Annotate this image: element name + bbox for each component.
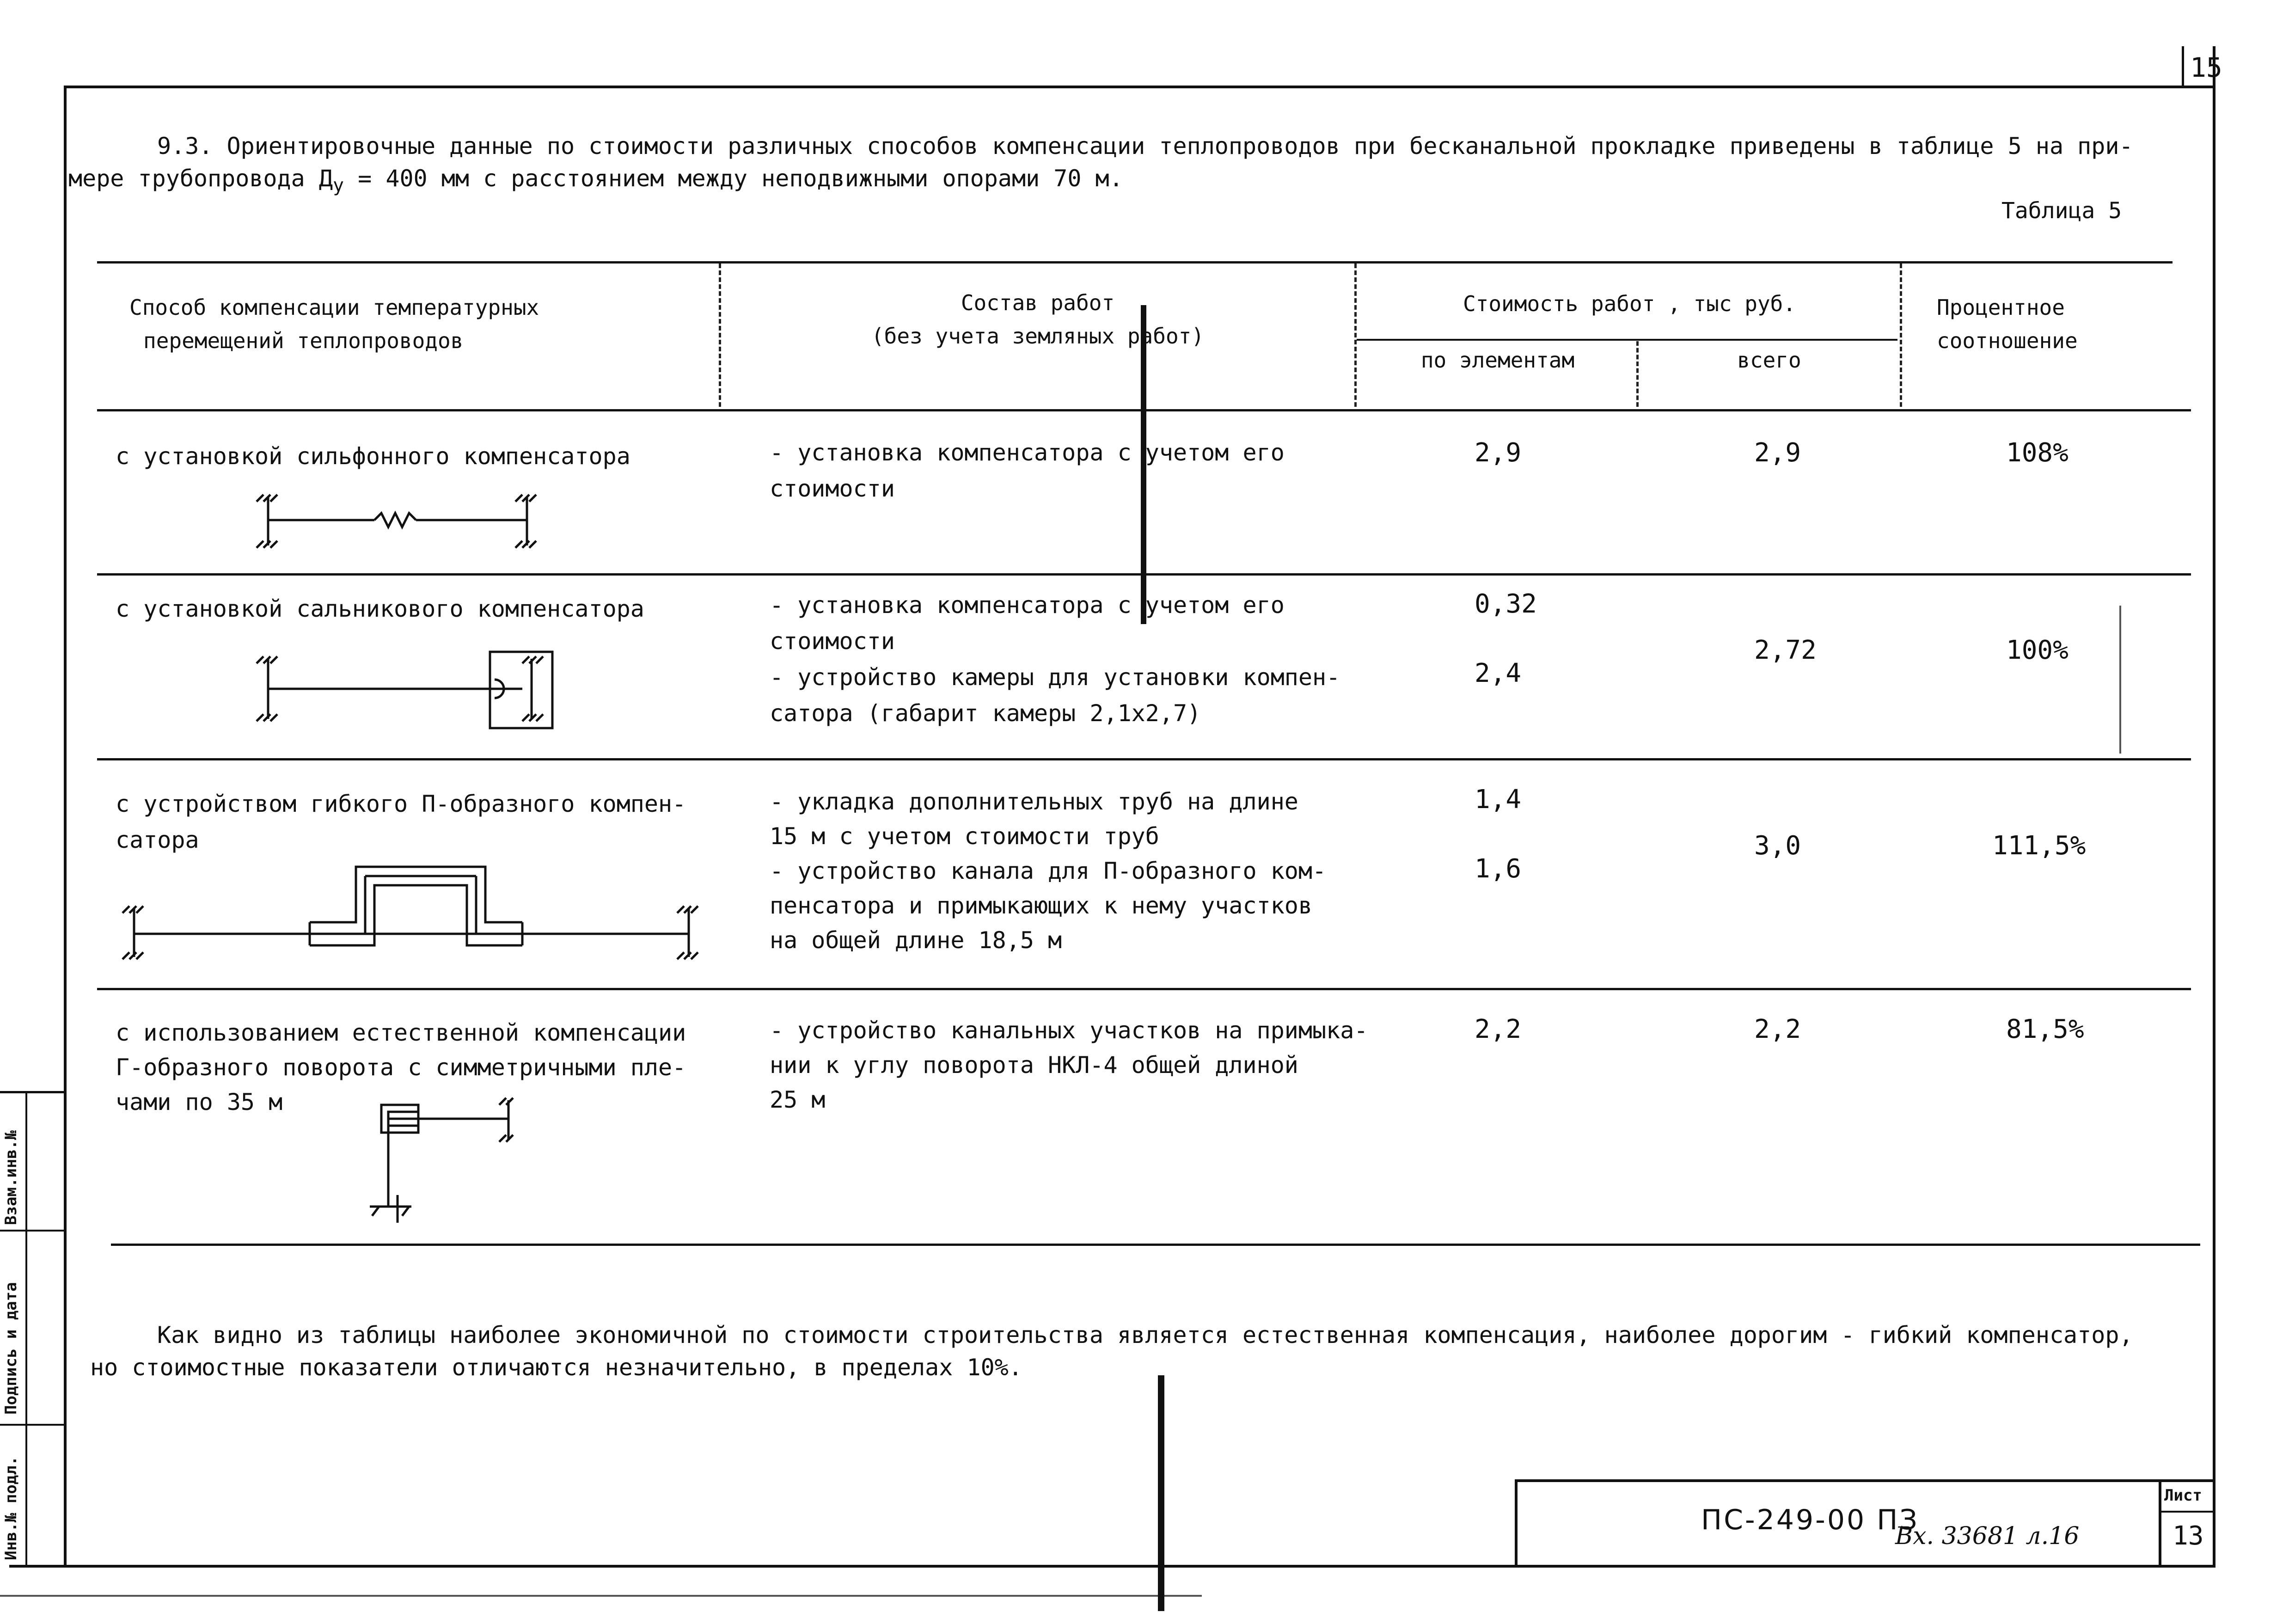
frame-bottom (9, 1565, 2215, 1568)
row-3-works-line-4: пенсатора и примыкающих к нему участков (770, 892, 1312, 919)
row-4-works-line-2: нии к углу поворота НКЛ-4 общей длиной (770, 1052, 1298, 1079)
intro-line-1: 9.3. Ориентировочные данные по стоимости различных способов компенсации теплопроводов при бесканальной прокладке приведены в таблице 5 на при- (157, 133, 2133, 159)
cost-subheader-rule (1357, 339, 1897, 341)
row-3-method-line-1: с устройством гибкого П-образного компен- (116, 791, 686, 817)
row-1-works-line-2: стоимости (770, 475, 895, 502)
row-2-works-line-4: сатора (габарит камеры 2,1х2,7) (770, 700, 1201, 727)
row-3-works-line-2: 15 м с учетом стоимости труб (770, 823, 1159, 850)
row-3-works-line-3: - устройство канала для П-образного ком- (770, 858, 1327, 884)
frame-top (65, 86, 2214, 88)
header-works-line-2: (без учета земляных работ) (871, 324, 1205, 349)
row-4-method-line-2: Г-образного поворота с симметричными пле- (116, 1054, 686, 1081)
row-2-cost-total: 2,72 (1754, 635, 1817, 665)
table-bottom-rule (111, 1244, 2200, 1246)
bellows-compensator-diagram-icon (250, 488, 559, 557)
stamp-handwritten-note: Вх. 33681 л.16 (1895, 1522, 2080, 1550)
gland-compensator-diagram-icon (250, 645, 573, 737)
stamp-top (1516, 1479, 2214, 1482)
row-1-cost-element: 2,9 (1475, 438, 1522, 468)
side-label-inventory: Инв.№ подл. (2, 1456, 20, 1560)
scan-mark-right (2119, 606, 2121, 754)
header-cost-total: всего (1737, 348, 1801, 373)
row-1-cost-total: 2,9 (1754, 438, 1801, 468)
side-label-signature: Подпись и дата (2, 1282, 20, 1415)
header-works-line-1: Состав работ (961, 290, 1115, 315)
l-shaped-turn-diagram-icon (356, 1096, 541, 1234)
row-3-method-line-2: сатора (116, 827, 199, 853)
intro-line-2-start: мере трубопровода Д (68, 165, 333, 192)
header-sep-4 (1900, 264, 1902, 407)
row-3-percent: 111,5% (1992, 831, 2086, 861)
header-cost: Стоимость работ , тыс руб. (1463, 291, 1796, 316)
row-2-bottom-rule (97, 758, 2191, 760)
conclusion-line-1: Как видно из таблицы наиболее экономичной по стоимости строительства является естественная компенсация, наиболее дорогим - гибкий компенсатор, (157, 1322, 2133, 1348)
row-4-cost-element: 2,2 (1475, 1014, 1522, 1044)
stamp-sheet-label: Лист (2164, 1486, 2202, 1505)
side-label-replacement: Взам.инв.№ (2, 1130, 20, 1225)
row-3-cost-total: 3,0 (1754, 831, 1801, 861)
side-stamp-vertical (25, 1091, 27, 1567)
row-2-cost-element-1: 0,32 (1475, 589, 1537, 619)
intro-subscript: у (332, 175, 344, 196)
header-percent-line-2: соотношение (1937, 328, 2078, 353)
page-number-box-left (2182, 46, 2184, 88)
row-2-works-line-3: - устройство камеры для установки компен- (770, 664, 1340, 691)
stamp-sheet-number: 13 (2173, 1521, 2204, 1551)
row-2-works-line-2: стоимости (770, 628, 895, 655)
side-stamp-border (0, 1091, 67, 1093)
row-3-works-line-5: на общей длине 18,5 м (770, 927, 1062, 954)
row-1-method: с установкой сильфонного компенсатора (116, 443, 630, 470)
row-2-percent: 100% (2006, 635, 2069, 665)
row-2-cost-element-2: 2,4 (1475, 658, 1522, 688)
intro-line-2-end: = 400 мм с расстоянием между неподвижными опорами 70 м. (344, 165, 1123, 192)
u-shaped-compensator-diagram-icon (116, 858, 716, 964)
row-4-method-line-1: с использованием естественной компенсации (116, 1019, 686, 1046)
stamp-sheet-divider (2159, 1479, 2161, 1567)
row-3-cost-element-1: 1,4 (1475, 784, 1522, 815)
scan-mark-lower (1158, 1375, 1164, 1611)
frame-right (2213, 46, 2215, 1565)
intro-line-2 (68, 161, 1123, 203)
header-method-line-2: перемещений теплопроводов (143, 328, 464, 353)
row-4-method-line-3: чами по 35 м (116, 1089, 283, 1115)
stamp-document-code: ПС-249-00 ПЗ (1701, 1504, 1919, 1536)
header-percent-line-1: Процентное (1937, 295, 2065, 320)
page-number: 15 (2190, 52, 2222, 83)
stamp-sheet-label-rule (2159, 1511, 2214, 1513)
side-stamp-divider-1 (0, 1230, 67, 1232)
row-4-percent: 81,5% (2006, 1014, 2084, 1044)
header-cost-elements: по элементам (1420, 348, 1575, 373)
row-3-works-line-1: - укладка дополнительных труб на длине (770, 788, 1298, 815)
row-3-cost-element-2: 1,6 (1475, 854, 1522, 884)
header-sep-2 (1354, 264, 1357, 407)
row-2-works-line-1: - установка компенсатора с учетом его (770, 592, 1285, 619)
row-1-works-line-1: - установка компенсатора с учетом его (770, 439, 1285, 466)
conclusion-line-2: но стоимостные показатели отличаются незначительно, в пределах 10%. (90, 1354, 1022, 1381)
frame-left (64, 86, 67, 1565)
header-method-line-1: Способ компенсации температурных (129, 295, 539, 320)
stamp-left (1515, 1479, 1518, 1567)
row-2-method: с установкой сальникового компенсатора (116, 595, 644, 622)
table-top-rule (97, 261, 2173, 264)
footer-rule (0, 1595, 1202, 1597)
row-1-percent: 108% (2006, 438, 2069, 468)
row-3-bottom-rule (97, 988, 2191, 990)
row-4-works-line-3: 25 м (770, 1086, 826, 1113)
row-4-cost-total: 2,2 (1754, 1014, 1801, 1044)
table-label: Таблица 5 (2001, 198, 2122, 224)
side-stamp-divider-2 (0, 1424, 67, 1426)
row-4-works-line-1: - устройство канальных участков на примыка- (770, 1017, 1368, 1044)
